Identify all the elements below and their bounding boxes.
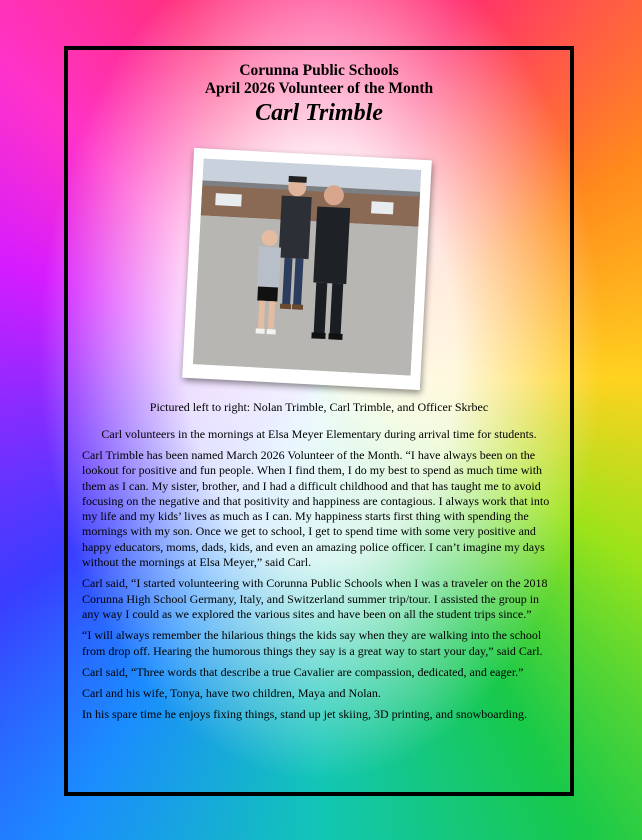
photo-caption: Pictured left to right: Nolan Trimble, Carl Trimble, and Officer Skrbec (149, 400, 489, 414)
org-name: Corunna Public Schools (239, 62, 399, 79)
header (68, 62, 570, 128)
window (215, 193, 242, 206)
photo-illustration (193, 158, 421, 375)
volunteer-summary: Carl volunteers in the mornings at Elsa Meyer Elementary during arrival time for students. (101, 427, 537, 441)
paragraph: Carl Trimble has been named March 2026 Volunteer of the Month. “I have always been on the lookout for positive and fun people. When I find them, I do my best to spend as much time with them as I can. My sister, brother, and I had a difficult childhood and that has taught me to avoid focusing on the negative and that positivity and happiness are contagious. I always work that into my life and my kids’ lives as much as I can. My happiness starts first thing with spending the mornings with my son. Once we get to school, I get to spend time with some very positive and happy educators, moms, dads, kids, and even an amazing police officer. I can’t imagine my days without the mornings at Elsa Meyer,” said Carl. (82, 448, 550, 570)
window (371, 201, 394, 214)
volunteer-name: Carl Trimble (255, 100, 383, 126)
paragraph: “I will always remember the hilarious things the kids say when they are walking into the school from drop off. Hearing the humorous things they say is a great way to start your day,” said Carl. (82, 628, 543, 658)
volunteer-photo (182, 148, 432, 390)
award-title: April 2026 Volunteer of the Month (204, 80, 434, 97)
newsletter-frame (64, 46, 574, 796)
paragraph: Carl said, “I started volunteering with Corunna Public Schools when I was a traveler on the 2018 Corunna High School Germany, Italy, and Switzerland summer trip/tour. I assisted the group in any way I could as we explored the various sites and have been on all the student trips since.” (82, 576, 548, 621)
paragraph: In his spare time he enjoys fixing things, stand up jet skiing, 3D printing, and snowboarding. (82, 707, 527, 722)
paragraph: Carl said, “Three words that describe a true Cavalier are compassion, dedicated, and eager.” (82, 664, 524, 679)
paragraph: Carl and his wife, Tonya, have two children, Maya and Nolan. (82, 686, 381, 701)
article-body (82, 448, 556, 729)
